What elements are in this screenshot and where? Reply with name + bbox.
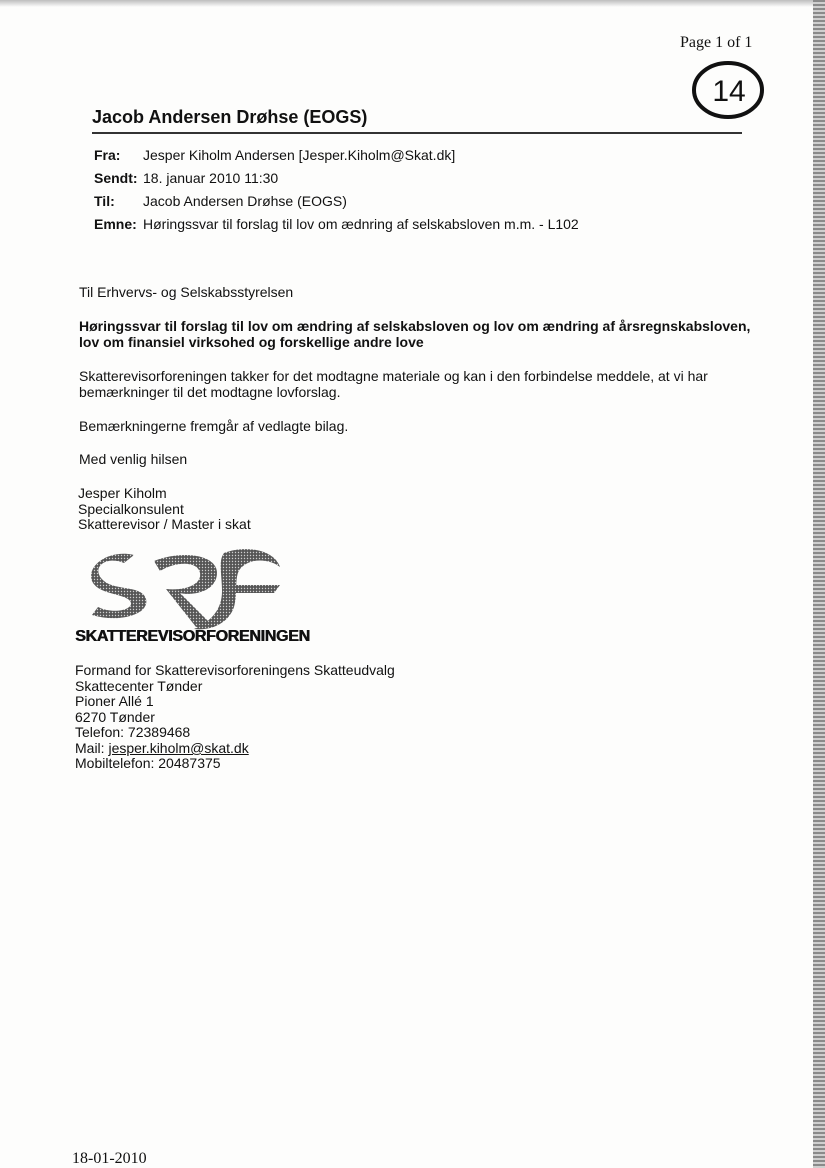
title-divider [92,132,742,134]
to-label: Til: [94,193,115,209]
contact-line-3: Pioner Allé 1 [75,693,154,709]
srf-logo-icon [84,545,289,637]
sent-value: 18. januar 2010 11:30 [143,170,279,186]
paragraph-2: Bemærkningerne fremgår af vedlagte bilag. [79,418,349,434]
signature-role: Specialkonsulent [78,501,184,517]
logo-wordmark: SKATTEREVISORFORENINGEN [75,628,310,645]
scan-edge-right [813,0,825,1168]
stamp-number: 14 [712,75,746,108]
mail-link[interactable]: jesper.kiholm@skat.dk [108,740,249,756]
mail-prefix: Mail: [75,740,109,756]
scan-edge-top [0,0,825,7]
contact-line-2: Skattecenter Tønder [75,678,203,694]
from-label: Fra: [94,147,121,163]
signature-title: Skatterevisor / Master i skat [78,516,251,532]
contact-line-4: 6270 Tønder [75,709,155,725]
signature-name: Jesper Kiholm [78,485,167,501]
subject-value: Høringssvar til forslag til lov om ædnring af selskabsloven m.m. - L102 [143,216,579,232]
from-value: Jesper Kiholm Andersen [Jesper.Kiholm@Skat.dk] [143,147,456,163]
page-number-label: Page 1 of 1 [680,34,753,51]
to-value: Jacob Andersen Drøhse (EOGS) [143,193,347,209]
stamp-circle [690,58,766,122]
recipient-line: Til Erhvervs- og Selskabsstyrelsen [79,284,294,300]
subject-label: Emne: [94,216,137,232]
paragraph-1-line-2: bemærkninger til det modtagne lovforslag. [79,384,341,400]
footer-date: 18-01-2010 [72,1150,147,1167]
heading-line-2: lov om finansiel virksohed og forskellige andre love [79,334,424,350]
contact-phone: Telefon: 72389468 [75,724,191,740]
heading-line-1: Høringssvar til forslag til lov om ændring af selskabsloven og lov om ændring af årsregnskabsloven, [79,318,751,334]
contact-mail-line [75,740,249,756]
paragraph-1-line-1: Skatterevisorforeningen takker for det modtagne materiale og kan i den forbindelse meddele, at vi har [79,368,708,384]
contact-mobile: Mobiltelefon: 20487375 [75,755,221,771]
closing-line: Med venlig hilsen [79,451,188,467]
contact-line-1: Formand for Skatterevisorforeningens Skatteudvalg [75,662,395,678]
email-owner-title: Jacob Andersen Drøhse (EOGS) [92,107,368,127]
sent-label: Sendt: [94,170,138,186]
